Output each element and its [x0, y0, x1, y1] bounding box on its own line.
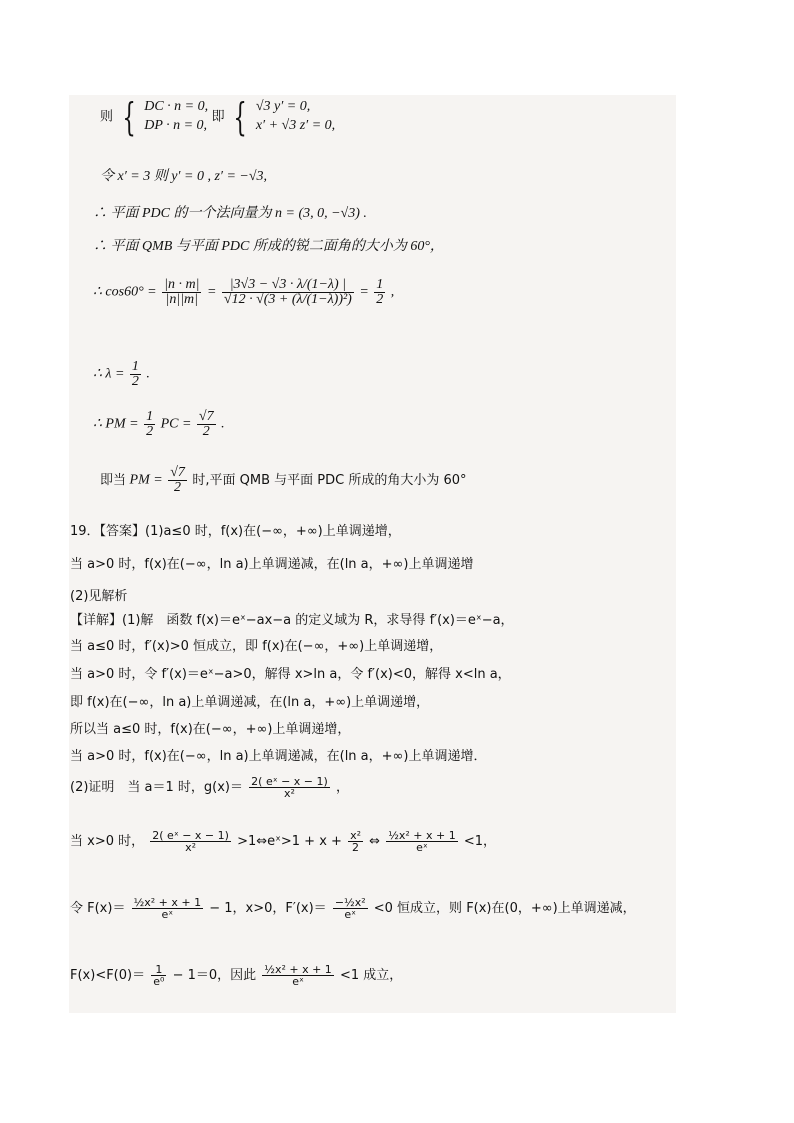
- pm-lhs: ∴ PM =: [93, 416, 139, 432]
- comma: ，: [335, 780, 349, 795]
- text-decreasing: <0 恒成立，则 F(x)在(0，+∞)上单调递减，: [373, 901, 636, 916]
- fraction-half: [130, 360, 141, 389]
- fraction-1-e0: [151, 964, 166, 987]
- frac-den: eˣ: [344, 908, 357, 921]
- period: .: [146, 366, 150, 382]
- fraction-g: [150, 830, 231, 853]
- fraction-poly-ex: [262, 964, 334, 987]
- frac-num: x²: [350, 829, 361, 842]
- pm-eq: PM =: [129, 472, 163, 488]
- detail-line3: 当 a>0 时，令 f′(x)＝eˣ−a>0，解得 x>ln a，令 f′(x)<0，解得 x<ln a，: [70, 667, 511, 682]
- fraction-poly-ex: [132, 897, 204, 920]
- detail-line2: 当 a≤0 时，f′(x)>0 恒成立，即 f(x)在(−∞，+∞)上单调递增，: [70, 639, 443, 654]
- cos-lhs: ∴ cos60° =: [93, 284, 157, 300]
- text-derivative: − 1，x>0，F′(x)＝: [209, 901, 327, 916]
- proof-intro: (2)证明 当 a＝1 时，g(x)＝: [70, 780, 244, 795]
- equiv-text: >1⇔eˣ>1 + x +: [237, 834, 342, 849]
- answer-19-line2: 当 a>0 时，f(x)在(−∞，ln a)上单调递减，在(ln a，+∞)上单调递增: [70, 557, 474, 572]
- frac-den: eˣ: [292, 975, 304, 988]
- frac-den: x²: [185, 841, 197, 854]
- line-lambda: [93, 360, 150, 389]
- frac-num: ½x² + x + 1: [388, 829, 456, 842]
- text-when: 当 x>0 时，: [70, 834, 145, 849]
- left-brace: {: [121, 94, 136, 139]
- frac-den: 2: [352, 841, 360, 854]
- eq-xz: x′ + √3 z′ = 0,: [255, 117, 336, 133]
- fraction-g: [249, 776, 330, 799]
- text-jidang: 即当: [100, 473, 127, 488]
- answer-19-line1: 19．【答案】(1)a≤0 时，f(x)在(−∞，+∞)上单调递增，: [70, 524, 401, 539]
- frac-num: −½x²: [334, 896, 366, 909]
- fraction-lambda: [222, 278, 354, 307]
- equiv-symbol: ⇔: [369, 834, 381, 849]
- eq-y: √3 y′ = 0,: [255, 99, 311, 114]
- line-conclusion: [100, 466, 467, 495]
- line-normal-vector: ∴ 平面 PDC 的一个法向量为 n = (3, 0, −√3) .: [93, 206, 367, 221]
- text-let-F: 令 F(x)＝: [70, 901, 126, 916]
- equals: =: [359, 284, 369, 300]
- frac-den: √12 · √(3 + (λ/(1−λ))²): [223, 292, 352, 307]
- frac-num: √7: [198, 409, 214, 424]
- text-holds: <1 成立，: [339, 968, 403, 983]
- detail-line5: 所以当 a≤0 时，f(x)在(−∞，+∞)上单调递增，: [70, 722, 351, 737]
- fraction-half: [144, 410, 155, 439]
- answer-19-part2: (2)见解析: [70, 589, 128, 604]
- line-pm: [93, 410, 225, 439]
- fraction-half: [374, 278, 385, 307]
- frac-num: 1: [146, 409, 154, 424]
- fraction-neg: [333, 897, 368, 920]
- system-1: [144, 98, 208, 136]
- frac-num: 2( eˣ − x − 1): [152, 829, 229, 842]
- detail-line6: 当 a>0 时，f(x)在(−∞，ln a)上单调递减，在(ln a，+∞)上单调递增．: [70, 749, 487, 764]
- frac-den: eˣ: [416, 841, 428, 854]
- text-Fx: F(x)<F(0)＝: [70, 968, 146, 983]
- proof-line3: [70, 897, 636, 920]
- proof-line1: [70, 776, 349, 799]
- frac-num: 1: [376, 277, 384, 292]
- frac-num: 1: [151, 964, 166, 976]
- line-dihedral-angle: ∴ 平面 QMB 与平面 PDC 所成的锐二面角的大小为 60°，: [93, 239, 444, 254]
- lambda-lhs: ∴ λ =: [93, 366, 125, 382]
- pc-text: PC =: [160, 416, 192, 432]
- frac-den: 2: [202, 424, 210, 439]
- frac-num: ½x² + x + 1: [264, 963, 332, 976]
- frac-den: 2: [174, 480, 182, 495]
- frac-den: x²: [284, 787, 295, 800]
- frac-den: 2: [376, 292, 384, 307]
- frac-den: e⁰: [153, 975, 165, 988]
- fraction-sqrt7: [168, 466, 187, 495]
- eq-dp: DP · n = 0,: [144, 117, 208, 133]
- eq-dc: DC · n = 0,: [144, 99, 209, 114]
- lt-one: <1，: [463, 834, 497, 849]
- fraction-x2-2: [348, 830, 363, 853]
- frac-num: 2( eˣ − x − 1): [251, 775, 328, 788]
- period: .: [221, 416, 225, 432]
- detail-line1: 【详解】(1)解 函数 f(x)＝eˣ−ax−a 的定义域为 R，求导得 f′(x)＝eˣ−a，: [70, 613, 514, 628]
- frac-den: 2: [146, 424, 154, 439]
- proof-line2: [70, 830, 496, 853]
- frac-den: eˣ: [161, 908, 174, 921]
- detail-line4: 即 f(x)在(−∞，ln a)上单调递减，在(ln a，+∞)上单调递增，: [70, 695, 430, 710]
- line-normal-system: [100, 94, 336, 139]
- frac-num: |3√3 − √3 · λ/(1−λ) |: [222, 278, 354, 293]
- proof-line4: [70, 964, 402, 987]
- equals: =: [206, 284, 217, 300]
- fraction-nm: [162, 278, 201, 307]
- text-ze: 则: [100, 109, 114, 125]
- frac-num: √7: [170, 465, 185, 480]
- left-brace: {: [233, 94, 247, 139]
- page-body: [69, 95, 676, 1013]
- system-2: [256, 98, 335, 136]
- line-set-x: 令 x′ = 3 则 y′ = 0 , z′ = −√3,: [100, 169, 268, 184]
- line-cos60: [93, 278, 394, 307]
- frac-num: ½x² + x + 1: [133, 896, 202, 909]
- frac-den: 2: [131, 374, 139, 389]
- text-therefore: − 1＝0，因此: [172, 968, 257, 983]
- conclusion-text: 时,平面 QMB 与平面 PDC 所成的角大小为 60°: [192, 473, 467, 488]
- comma: ,: [390, 284, 395, 300]
- frac-den: |n||m|: [165, 292, 199, 307]
- frac-num: 1: [131, 359, 139, 374]
- frac-num: |n · m|: [164, 277, 200, 292]
- text-ji: 即: [211, 109, 225, 125]
- fraction-poly-ex: [386, 830, 458, 853]
- fraction-sqrt7: [197, 410, 216, 439]
